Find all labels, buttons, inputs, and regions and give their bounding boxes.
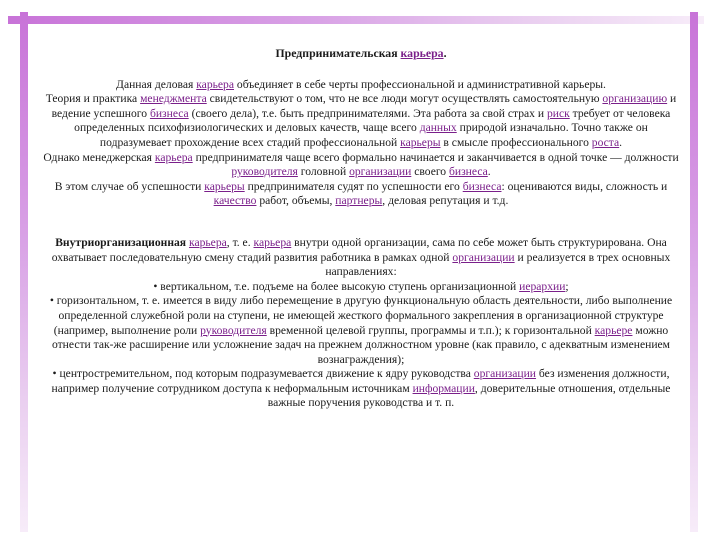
- text-link[interactable]: руководителя: [200, 323, 267, 337]
- text-link[interactable]: организации: [349, 165, 412, 179]
- text-link[interactable]: риск: [546, 106, 570, 120]
- paragraph: [40, 92, 682, 150]
- paragraph: [40, 151, 682, 180]
- text-run: • центростремительном, под которым подразумевается движение к ядру руководства: [52, 367, 474, 381]
- text-link[interactable]: карьере: [594, 323, 633, 337]
- text-run: : оцениваются виды, сложность и: [501, 179, 668, 193]
- text-link[interactable]: информации: [412, 381, 475, 395]
- text-run: ;: [565, 279, 569, 293]
- text-run: предпринимателя чаще всего формально начинается и заканчивается в одной точке — должности: [192, 150, 679, 164]
- text-run: можно отнести так-же расширение или усложнение задач на прежнем должностном уровне (как правило, с адекватным изменением вознаграждения);: [51, 323, 671, 366]
- text-link[interactable]: менеджмента: [140, 92, 207, 106]
- text-link[interactable]: роста: [591, 135, 620, 149]
- text-run: (своего дела), т.е. быть предпринимателями. Эта работа за свой страх и: [188, 106, 547, 120]
- text-run: и реализуется в трех основных направлениях:: [325, 250, 671, 279]
- text-run: природой изначально. Точно также он подразумевает прохождение всех стадий профессиональной: [99, 121, 648, 149]
- text-link[interactable]: организации: [473, 367, 537, 381]
- text-run: В этом случае об успешности: [54, 179, 205, 193]
- title-link[interactable]: карьера: [400, 46, 444, 60]
- paragraph: [40, 180, 682, 209]
- text-run: • вертикальном, т.е. подъеме на более высокую ступень организационной: [153, 279, 520, 293]
- text-link[interactable]: данных: [419, 121, 457, 135]
- text-link[interactable]: карьера: [196, 77, 234, 91]
- paragraph: [40, 280, 682, 295]
- text-run: и ведение успешного: [51, 92, 677, 120]
- text-run: своего: [411, 165, 449, 179]
- text-link[interactable]: карьера: [253, 235, 292, 249]
- text-link[interactable]: бизнеса: [462, 179, 502, 193]
- text-run: , т. е.: [226, 235, 254, 249]
- text-run: головной: [297, 165, 350, 179]
- text-run: Теория и практика: [45, 92, 141, 106]
- paragraph: [40, 78, 682, 93]
- section-gap: [40, 209, 682, 236]
- paragraph: [40, 367, 682, 411]
- text-link[interactable]: иерархии: [519, 279, 566, 293]
- page-title: [40, 46, 682, 61]
- text-run: требует от человека определенных психофизиологических и деловых качеств, чаще всего: [74, 106, 671, 135]
- paragraph: [40, 294, 682, 367]
- text-link[interactable]: организации: [452, 250, 515, 264]
- text-run: объединяет в себе черты профессиональной и административной карьеры.: [234, 77, 606, 91]
- text-run: .: [619, 135, 623, 149]
- text-run: в смысле профессионального: [440, 135, 592, 149]
- title-end: .: [443, 46, 447, 60]
- text-run: Данная деловая: [116, 77, 197, 91]
- text-run: Однако менеджерская: [43, 150, 155, 164]
- text-link[interactable]: карьера: [188, 235, 227, 249]
- text-run: работ, объемы,: [256, 194, 336, 208]
- text-link[interactable]: карьера: [154, 150, 193, 164]
- text-link[interactable]: бизнеса: [449, 165, 488, 179]
- text-run: , деловая репутация и т.д.: [382, 194, 509, 208]
- text-link[interactable]: карьеры: [400, 135, 441, 149]
- decorative-right-bar: [690, 12, 698, 532]
- text-link[interactable]: карьеры: [204, 179, 245, 193]
- text-run: без изменения должности, например получение сотрудником доступа к неформальным источникам: [51, 367, 670, 395]
- text-run: свидетельствуют о том, что не все люди могут осуществлять самостоятельную: [206, 92, 603, 106]
- text-run: .: [487, 165, 491, 179]
- text-run: временной целевой группы, программы и т.п.); к горизонтальной: [266, 323, 595, 337]
- text-link[interactable]: руководителя: [231, 165, 298, 179]
- decorative-top-bar: [8, 16, 704, 24]
- text-run: , доверительные отношения, отдельные важные поручения руководства и т. п.: [267, 381, 671, 410]
- text-run: предпринимателя судят по успешности его: [244, 179, 463, 193]
- bold-term: Внутриорганизационная: [55, 235, 187, 249]
- section-intraorganizational-career: [40, 236, 682, 411]
- title-text: Предпринимательская: [275, 46, 398, 60]
- section-entrepreneurial-career: [40, 78, 682, 209]
- decorative-left-bar: [20, 12, 28, 532]
- text-link[interactable]: качество: [213, 194, 257, 208]
- text-link[interactable]: бизнеса: [149, 106, 189, 120]
- text-link[interactable]: партнеры: [335, 194, 383, 208]
- text-run: внутри одной организации, сама по себе может быть структурирована. Она охватывает последовательную смену стадий развития работника в рамках одной: [51, 235, 667, 264]
- text-link[interactable]: организацию: [602, 92, 668, 106]
- text-run: • горизонтальном, т. е. имеется в виду либо перемещение в другую функциональную область деятельности, либо выполнение определенной служебной роли на ступени, не имеющей жесткого формального закрепления в организационной структуре (например, выполнение роли: [49, 294, 673, 337]
- paragraph: [40, 236, 682, 280]
- slide-content: [40, 46, 682, 411]
